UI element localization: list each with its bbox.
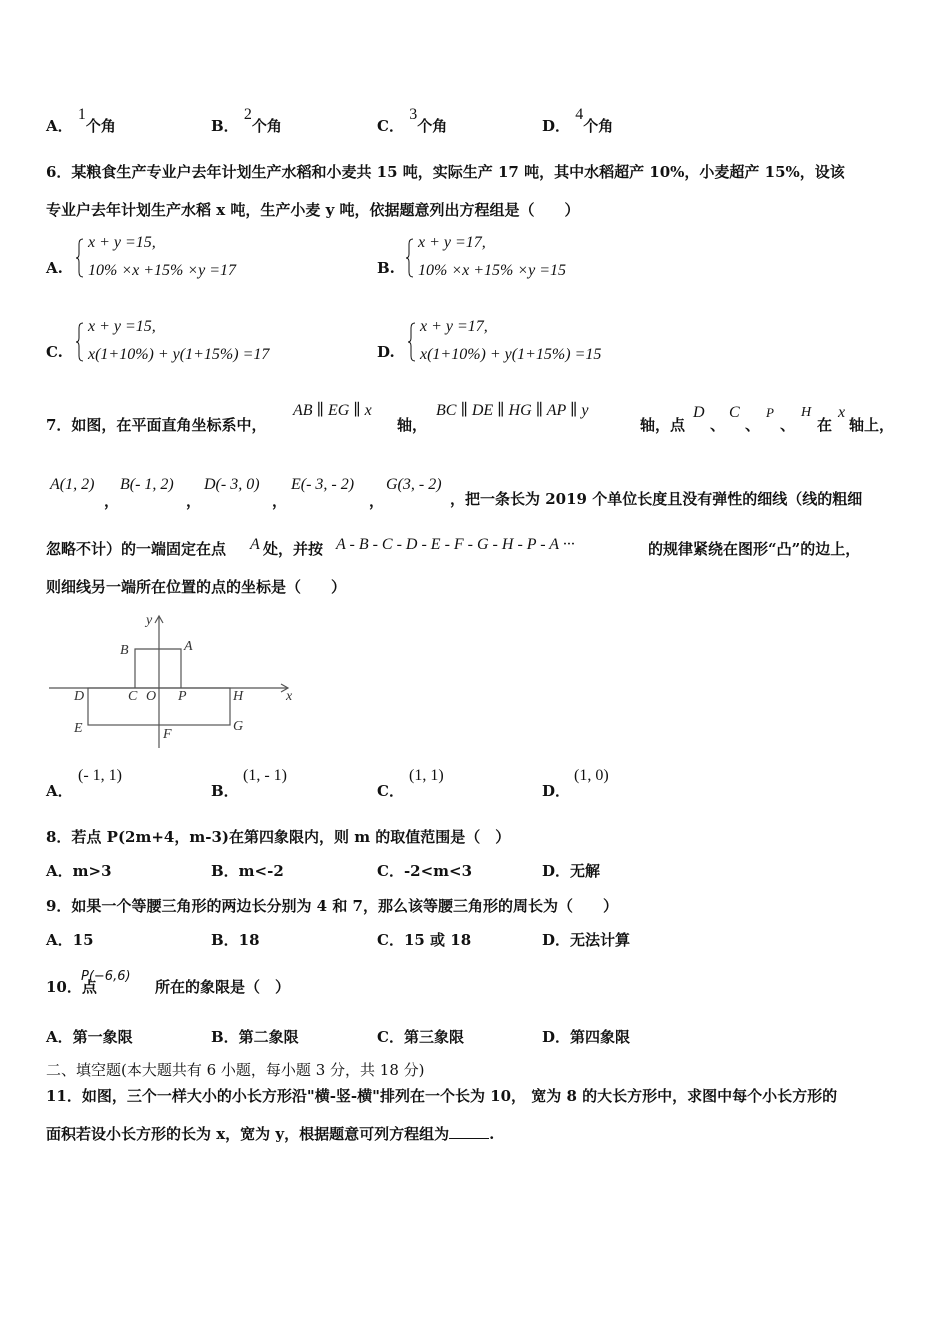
q7-text-5: ，把一条长为 2019 个单位长度且没有弹性的细线（线的粗细: [450, 490, 863, 508]
q7-sep: 、: [710, 416, 726, 434]
q9-option-a: A．15: [46, 931, 94, 949]
q7-comma: ，: [369, 492, 385, 510]
q7-figure: [46, 608, 306, 753]
q7-point-h: H: [801, 405, 812, 420]
q9-option-d: D．无法计算: [542, 931, 631, 949]
label-g: G: [233, 719, 244, 734]
label-p: P: [178, 689, 187, 704]
q8-stem: 8．若点 P(2m+4，m-3)在第四象限内，则 m 的取值范围是（ ）: [46, 828, 511, 846]
q7-coord-b: B(- 1, 2): [120, 476, 174, 493]
q5-option-b: B． 2个角: [211, 106, 282, 135]
q9-stem: 9．如果一个等腰三角形的两边长分别为 4 和 7，那么该等腰三角形的周长为（ ）: [46, 897, 618, 915]
q7-sep: 、: [780, 416, 796, 434]
q7-formula-1: AB ∥ EG ∥ x: [293, 402, 372, 419]
q7-option-d-letter: D．: [542, 782, 571, 800]
q7-path: A - B - C - D - E - F - G - H - P - A ···: [336, 536, 575, 553]
brace-icon: [76, 238, 84, 278]
q7-point-d: D: [693, 404, 705, 421]
brace-icon: [406, 238, 414, 278]
q7-option-c-letter: C．: [377, 782, 404, 800]
label-y: y: [146, 613, 153, 628]
brace-icon: [76, 322, 84, 362]
q7-line3-a: 忽略不计）的一端固定在点: [46, 540, 227, 558]
q7-sep: 、: [745, 416, 761, 434]
q10-option-c: C．第三象限: [377, 1028, 464, 1046]
q7-comma: ，: [186, 492, 202, 510]
label-b: B: [120, 643, 129, 658]
q5-option-a: A． 1个角: [46, 106, 116, 135]
q7-option-b-value: (1, - 1): [243, 767, 287, 784]
q11-stem-line1: 11．如图，三个一样大小的小长方形沿"横-竖-横"排列在一个长为 10， 宽为 8 的大长方形中，求图中每个小长方形的: [46, 1087, 838, 1105]
q6-option-c-letter: C.: [46, 343, 63, 361]
q5-option-d: D． 4个角: [542, 106, 614, 135]
brace-icon: [408, 322, 416, 362]
label-o: O: [146, 689, 157, 704]
q7-coord-e: E(- 3, - 2): [291, 476, 355, 493]
q10-stem-post: 所在的象限是（ ）: [155, 978, 291, 996]
label-h: H: [233, 689, 244, 704]
q8-option-c: C．-2<m<3: [377, 862, 473, 880]
q7-coord-a: A(1, 2): [50, 476, 95, 493]
label-a: A: [184, 639, 193, 654]
q10-point: P(−6,6): [81, 969, 131, 984]
q7-coord-d: D(- 3, 0): [204, 476, 260, 493]
q7-option-a-letter: A．: [46, 782, 73, 800]
q10-option-b: B．第二象限: [211, 1028, 299, 1046]
q7-text-3: 在: [817, 416, 833, 434]
q7-var-x: x: [838, 404, 846, 421]
q8-option-d: D．无解: [542, 862, 601, 880]
q6-option-a-letter: A.: [46, 259, 63, 277]
q8-option-b: B．m<-2: [211, 862, 284, 880]
q7-option-a-value: (- 1, 1): [78, 767, 122, 784]
q7-option-b-letter: B．: [211, 782, 239, 800]
label-f: F: [163, 727, 172, 742]
q7-text-1: 轴，: [397, 416, 428, 434]
q10-stem-pre: 10．点: [46, 978, 97, 996]
q7-line4: 则细线另一端所在位置的点的坐标是（ ）: [46, 578, 347, 596]
label-x: x: [286, 689, 293, 704]
q6-option-d-letter: D.: [377, 343, 395, 361]
q7-formula-2: BC ∥ DE ∥ HG ∥ AP ∥ y: [436, 402, 589, 419]
q7-intro: 7．如图，在平面直角坐标系中，: [46, 416, 267, 434]
q9-option-b: B．18: [211, 931, 260, 949]
q5-option-c: C． 3个角: [377, 106, 448, 135]
q7-option-d-value: (1, 0): [574, 767, 609, 784]
q7-point-p: P: [766, 405, 774, 420]
upper-rect: [135, 649, 181, 688]
q6-stem-line1: 6．某粮食生产专业户去年计划生产水稻和小麦共 15 吨，实际生产 17 吨，其中水稻超产 10%，小麦超产 15%，设该: [46, 163, 845, 181]
label-d: D: [74, 689, 85, 704]
section-2-title: 二、填空题(本大题共有 6 小题，每小题 3 分，共 18 分): [46, 1061, 425, 1079]
q7-comma: ，: [104, 492, 120, 510]
q9-option-c: C．15 或 18: [377, 931, 472, 949]
q7-point-c: C: [729, 404, 740, 421]
label-e: E: [74, 721, 83, 736]
q8-option-a: A．m>3: [46, 862, 112, 880]
label-c: C: [128, 689, 138, 704]
q6-stem-line2: 专业户去年计划生产水稻 x 吨，生产小麦 y 吨，依据题意列出方程组是（ ）: [46, 201, 580, 219]
q7-comma: ，: [272, 492, 288, 510]
q7-text-4: 轴上，: [849, 416, 895, 434]
q7-line3-c: 的规律紧绕在图形“凸”的边上，: [648, 540, 861, 558]
q7-text-2: 轴，点: [640, 416, 686, 434]
q10-option-a: A．第一象限: [46, 1028, 133, 1046]
q6-option-b-letter: B.: [377, 259, 395, 277]
q7-line3-b: 处，并按: [263, 540, 324, 558]
q7-line3-point-a: A: [250, 536, 260, 553]
q11-stem-line2: 面积若设小长方形的长为 x，宽为 y，根据题意可列方程组为 .: [46, 1125, 495, 1143]
answer-blank[interactable]: [449, 1124, 489, 1139]
q7-coord-g: G(3, - 2): [386, 476, 442, 493]
q7-option-c-value: (1, 1): [409, 767, 444, 784]
q10-option-d: D．第四象限: [542, 1028, 631, 1046]
